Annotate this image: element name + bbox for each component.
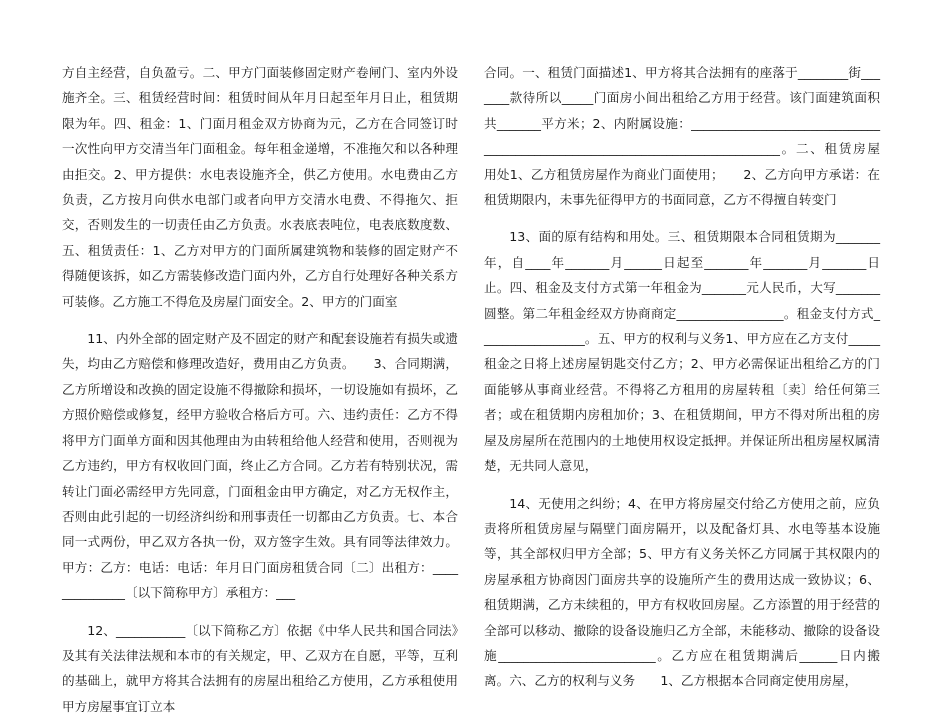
paragraph-gap bbox=[62, 314, 458, 326]
right-paragraph-2: 13、面的原有结构和用处。三、租赁期限本合同租赁期为_______年，自____年_______月______日起至_______年_______月_______日止。四、租金及支付方式第一年租金为_______元人民币，大写_______圆整。第二年租金经双方协商商定_________________。租金支付方式_________________。五、甲方的权利与义务1、甲方应在乙方支付_____租金之日将上述房屋钥匙交付乙方；2、甲方必需保证出租给乙方的门面能够从事商业经营。不得将乙方租用的房屋转租〔卖〕给任何第三者；或在租赁期内房租加价；3、在租赁期间，甲方不得对所出租的房屋及房屋所在范围内的土地使用权设定抵押。并保证所出租房屋权属清楚，无共同人意见， bbox=[484, 229, 880, 474]
right-column bbox=[484, 60, 880, 694]
left-paragraph-1: 方自主经营，自负盈亏。二、甲方门面装修固定财产卷闸门、室内外设施齐全。三、租赁经营时间：租赁时间从年月日起至年月日止，租赁期限为年。四、租金：1、门面月租金双方协商为元，乙方在合同签订时一次性向甲方交清当年门面租金。每年租金递增，不准拖欠和以各种理由拒交。2、甲方提供：水电表设施齐全，供乙方使用。水电费由乙方负责，乙方按月向供水电部门或者向甲方交清水电费、不得拖欠、拒交，否则发生的一切责任由乙方负责。水表底表吨位，电表底数度数、五、租赁责任：1、乙方对甲方的门面所属建筑物和装修的固定财产不得随便该拆，如乙方需装修改造门面内外，乙方自行处理好各种关系方可装修。乙方施工不得危及房屋门面安全。2、甲方的门面室 bbox=[62, 65, 458, 309]
paragraph-gap bbox=[62, 606, 458, 618]
paragraph-gap bbox=[484, 212, 880, 224]
left-column bbox=[62, 60, 458, 719]
paragraph-gap bbox=[484, 479, 880, 491]
left-paragraph-2: 11、内外全部的固定财产及不固定的财产和配套设施若有损失或遗失，均由乙方赔偿和修理改造好，费用由乙方负责。 3、合同期满，乙方所增设和改换的固定设施不得撤除和损坏，一切设施如有损坏，乙方照价赔偿或修复，经甲方验收合格后方可。六、违约责任：乙方不得将甲方门面单方面和因其他理由为由转租给他人经营和使用，否则视为乙方违约，甲方有权收回门面，终止乙方合同。乙方若有特别状况，需转让门面必需经甲方先同意，门面租金由甲方确定，对乙方无权作主，否则由此引起的一切经济纠纷和刑事责任一切都由乙方负责。七、本合同一式两份，甲乙双方各执一份，双方签字生效。具有同等法律效力。甲方：乙方：电话：电话：年月日门面房租赁合同〔二〕出租方：______________〔以下简称甲方〕承租方：___ bbox=[62, 331, 458, 601]
right-paragraph-3: 14、无使用之纠纷；4、在甲方将房屋交付给乙方使用之前，应负责将所租赁房屋与隔壁门面房隔开，以及配备灯具、水电等基本设施等，其全部权归甲方全部；5、甲方有义务关怀乙方同属于其权限内的房屋承租方协商因门面房共享的设施所产生的费用达成一致协议；6、租赁期满，乙方未续租的，甲方有权收回房屋。乙方添置的用于经营的全部可以移动、撤除的设备设施归乙方全部，未能移动、撤除的设备设施_________________________。乙方应在租赁期满后______日内搬离。六、乙方的权利与义务 1、乙方根据本合同商定使用房屋， bbox=[484, 495, 880, 689]
left-paragraph-3: 12、___________〔以下简称乙方〕依据《中华人民共和国合同法》及其有关法律法规和本市的有关规定，甲、乙双方在自愿，平等，互利的基础上，就甲方将其合法拥有的房屋出租给乙方使用，乙方承租使用甲方房屋事宜订立本 bbox=[62, 622, 458, 714]
right-paragraph-1: 合同。一、租赁门面描述1、甲方将其合法拥有的座落于________街_______款待所以_____门面房小间出租给乙方用于经营。该门面建筑面积共_______平方米；2、内附属设施：_____________________________________________________________________________。二、租赁房屋用处1、乙方租赁房屋作为商业门面使用； 2、乙方向甲方承诺：在租赁期限内，未事先征得甲方的书面同意，乙方不得擅自转变门 bbox=[484, 65, 880, 208]
